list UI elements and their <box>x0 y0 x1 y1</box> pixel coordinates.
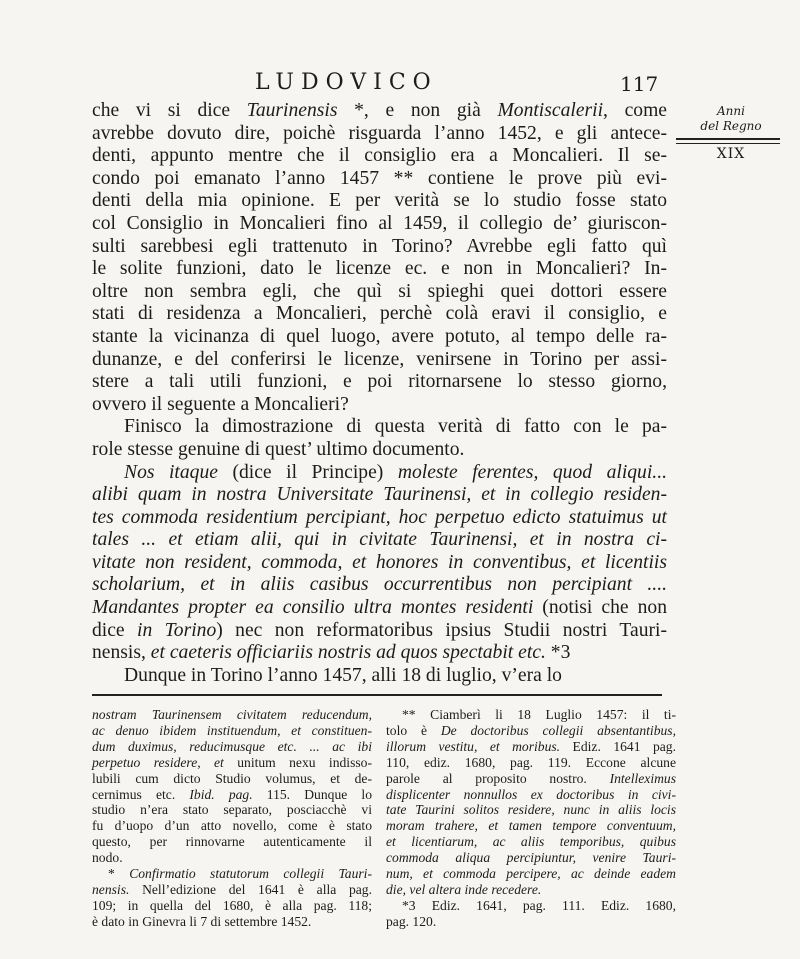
text-line <box>92 529 667 552</box>
text-line <box>386 882 676 898</box>
text-segment: le solite funzioni, dato le licenze ec. e non in Moncalieri? In- <box>92 258 667 280</box>
italic-text: num, et commoda percipere, ac deinde eadem <box>386 866 676 882</box>
italic-text: Ibid. pag. <box>189 786 253 802</box>
text-line <box>92 439 667 462</box>
text-segment: Dunque in Torino l’anno 1457, alli 18 di luglio, v’era lo <box>124 664 562 686</box>
text-line <box>92 850 372 866</box>
italic-text: et licentiarum, ac aliis temporibus, quibus <box>386 834 676 850</box>
text-line <box>92 771 372 787</box>
text-line <box>92 281 667 304</box>
text-line <box>92 507 667 530</box>
text-line <box>92 620 667 643</box>
text-line <box>92 416 667 439</box>
margin-rule-thin <box>676 143 780 144</box>
text-segment: 109; in quella del 1680, è alla pag. 118; <box>92 897 372 913</box>
text-segment: stante la vicinanza di quel luogo, avere potuto, al tempo delle ra- <box>92 325 667 347</box>
italic-text: tales ... et etiam alii, qui in civitate Taurinensi, et in nostra ci- <box>92 529 667 551</box>
italic-text: moram trahere, et tamen tempore conventuum, <box>386 818 676 834</box>
italic-text: die, vel altera inde recedere. <box>386 881 542 897</box>
text-segment: pag. 120. <box>386 913 437 929</box>
italic-text: tes commoda residentium percipiant, hoc perpetuo edicto statuimus ut <box>92 506 667 528</box>
paragraph-1 <box>92 100 667 416</box>
text-line <box>92 755 372 771</box>
footnotes-right-column <box>386 707 676 930</box>
italic-text: Mandantes propter ea consilio ultra montes residenti <box>92 597 534 619</box>
running-head: LUDOVICO <box>255 70 438 95</box>
text-line <box>92 326 667 349</box>
text-line <box>92 665 667 688</box>
text-segment: col Consiglio in Moncalieri fino al 1459, il collegio de’ giuriscon- <box>92 212 667 234</box>
text-line <box>92 123 667 146</box>
italic-text: illorum vestitu, et moribus. <box>386 738 561 754</box>
italic-text: Confirmatio statutorum collegii Tauri- <box>129 866 372 882</box>
text-segment: Ediz. 1641 pag. <box>560 738 677 754</box>
text-line <box>92 787 372 803</box>
text-segment: dice <box>92 619 138 641</box>
text-line <box>92 100 667 123</box>
text-line <box>92 834 372 850</box>
italic-text: scholarium, et in aliis casibus occurrentibus non percipiant .... <box>92 574 667 596</box>
text-segment: 115. Dunque lo <box>252 786 373 802</box>
italic-text: vitate non resident, commoda, et honores in conventibus, et licentiis <box>92 551 667 573</box>
text-line <box>386 866 676 882</box>
italic-text: dum duximus, reducimusque etc. ... ac ibi <box>92 738 372 754</box>
text-segment: denti, appunto mentre che il consiglio era a Moncalieri. Il se- <box>92 145 667 167</box>
italic-text: Intelleximus <box>609 770 676 786</box>
text-line <box>386 914 676 930</box>
text-segment: (dice il Principe) <box>217 461 398 483</box>
paragraph-2 <box>92 416 667 461</box>
text-segment: cernimus etc. <box>92 786 190 802</box>
footnotes-left-column <box>92 707 372 930</box>
text-segment: che vi si dice <box>92 100 247 121</box>
text-segment: unitum nexu indisso- <box>223 754 372 770</box>
text-line <box>92 236 667 259</box>
italic-text: alibi quam in nostra Universitate Taurinensi, et in collegio residen- <box>92 484 667 506</box>
text-line <box>386 898 676 914</box>
paragraph-3 <box>92 462 667 665</box>
text-line <box>92 898 372 914</box>
text-segment: 110, ediz. 1680, pag. 119. Eccone alcune <box>386 754 676 770</box>
text-line <box>92 707 372 723</box>
footnote-rule <box>92 694 662 696</box>
text-segment: role stesse genuine di quest’ ultimo documento. <box>92 438 465 460</box>
text-segment: Nell’edizione del 1641 è alla pag. <box>129 881 372 897</box>
text-line <box>386 802 676 818</box>
text-segment: ) nec non reformatoribus ipsius Studii nostri Tauri- <box>216 619 667 641</box>
text-line <box>92 802 372 818</box>
text-segment: , come <box>603 100 668 121</box>
text-line <box>386 818 676 834</box>
italic-text: moleste ferentes, quod aliqui... <box>397 461 667 483</box>
margin-rule <box>676 138 780 140</box>
margin-note-year: XIX <box>716 146 746 162</box>
italic-text: et caeteris officiariis nostris ad quos spectabit etc. <box>150 642 546 664</box>
italic-text: tate Taurini solitos residere, nunc in aliis locis <box>386 802 676 818</box>
text-line <box>92 190 667 213</box>
text-line <box>92 394 667 417</box>
text-line <box>386 771 676 787</box>
text-line <box>92 574 667 597</box>
italic-text: nostram Taurinensem civitatem reducendum, <box>92 707 372 722</box>
text-segment: dunanze, e del conferirsi le licenze, venirsene in Torino per assi- <box>92 348 667 370</box>
text-segment: condo poi emanato l’anno 1457 ** contiene le prove più evi- <box>92 167 667 189</box>
margin-note-line2: del Regno <box>700 119 762 133</box>
text-line <box>386 739 676 755</box>
text-segment: oltre non sembra egli, che quì si spieghi quei dottori essere <box>92 280 667 302</box>
text-segment: avrebbe dovuto dire, poichè risguarda l’anno 1452, e gli antece- <box>92 122 667 144</box>
text-line <box>92 145 667 168</box>
text-segment: *, e non già <box>337 100 498 121</box>
text-line <box>92 882 372 898</box>
text-segment: stere a tali utili funzioni, e poi ritornarsene lo stesso giorno, <box>92 371 667 393</box>
margin-note-line1: Anni <box>717 104 745 118</box>
text-segment: questo, per rinnovarne autenticamente il <box>92 834 372 850</box>
italic-text: Taurinensis <box>246 100 338 121</box>
italic-text: nensis. <box>92 881 130 897</box>
text-line <box>92 914 372 930</box>
italic-text: commoda aliqua percipiuntur, venire Tauri- <box>386 850 676 866</box>
italic-text: Montiscalerii <box>497 100 604 121</box>
text-line <box>386 723 676 739</box>
text-line <box>92 723 372 739</box>
italic-text: displicenter nonnullos ex doctoribus in civi- <box>386 786 676 802</box>
text-segment: (notisi che non <box>533 597 667 619</box>
text-segment: *3 <box>545 642 571 664</box>
text-line <box>386 787 676 803</box>
text-segment: *3 Ediz. 1641, pag. 111. Ediz. 1680, <box>402 897 676 913</box>
main-text <box>92 100 667 687</box>
text-line <box>386 707 676 723</box>
text-segment: ovvero il seguente a Moncalieri? <box>92 393 349 415</box>
text-line <box>92 866 372 882</box>
text-line <box>92 552 667 575</box>
text-line <box>92 597 667 620</box>
italic-text: ac denuo ibidem instituendum, et constituen- <box>92 722 372 738</box>
paragraph-4 <box>92 665 667 688</box>
text-line <box>92 168 667 191</box>
text-segment: nodo. <box>92 850 123 866</box>
text-line <box>92 213 667 236</box>
text-segment: nensis, <box>92 642 151 664</box>
italic-text: in Torino <box>137 619 217 641</box>
italic-text: perpetuo residere, et <box>92 754 224 770</box>
text-segment: tolo è <box>386 722 441 738</box>
text-line <box>92 258 667 281</box>
text-segment: è dato in Ginevra li 7 di settembre 1452. <box>92 913 312 929</box>
text-segment: * <box>108 866 130 882</box>
text-segment: denti della mia opinione. E per verità se lo studio fosse stato <box>92 190 667 212</box>
page-number: 117 <box>620 72 659 96</box>
text-line <box>92 371 667 394</box>
text-line <box>386 755 676 771</box>
text-line <box>92 484 667 507</box>
text-segment: Finisco la dimostrazione di questa verità di fatto con le pa- <box>124 416 667 438</box>
text-segment: stati di residenza a Moncalieri, perchè colà eravi il consiglio, e <box>92 303 667 325</box>
text-line <box>92 818 372 834</box>
text-line <box>92 642 667 665</box>
italic-text: Nos itaque <box>124 461 218 483</box>
text-segment: parole al proposito nostro. <box>386 770 610 786</box>
text-line <box>386 850 676 866</box>
text-line <box>92 349 667 372</box>
margin-note <box>676 104 786 162</box>
text-segment: sulti sarebbesi egli trattenuto in Torino? Avrebbe egli fatto quì <box>92 235 667 257</box>
text-segment: lubili cum dicto Studio volumus, et de- <box>92 770 372 786</box>
text-line <box>92 739 372 755</box>
text-segment: ** Ciamberì li 18 Luglio 1457: il ti- <box>402 707 676 722</box>
text-line <box>92 303 667 326</box>
text-segment: fu d’uopo d’un atto novello, come è stato <box>92 818 372 834</box>
text-line <box>386 834 676 850</box>
italic-text: De doctoribus collegii absentantibus, <box>440 722 676 738</box>
text-segment: studio n’era stato separato, posciacchè vi <box>92 802 372 818</box>
text-line <box>92 462 667 485</box>
